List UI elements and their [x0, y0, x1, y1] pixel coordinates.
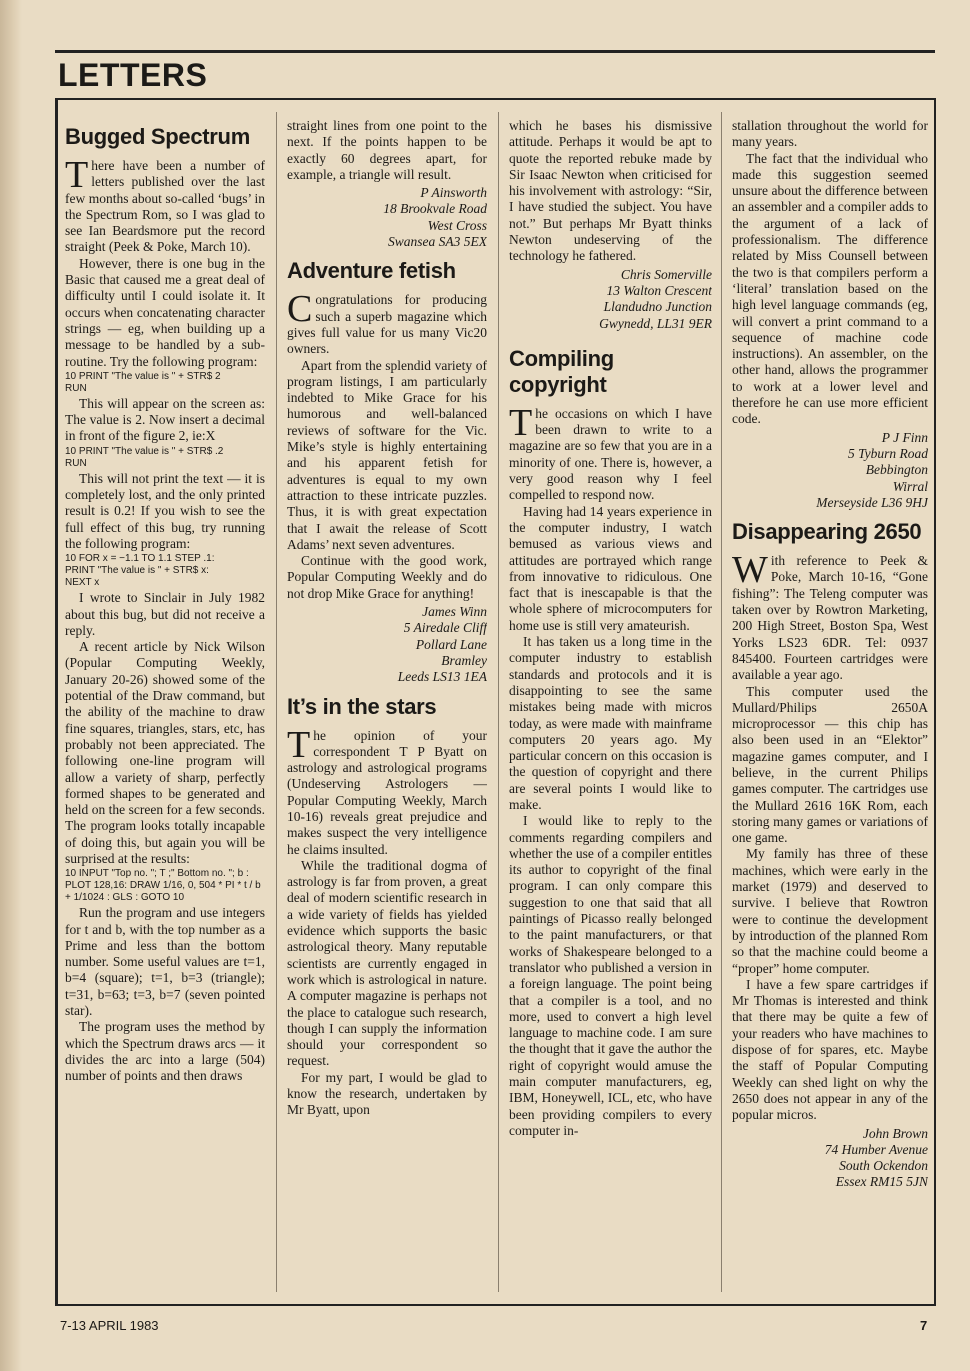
signature-block: John Brown 74 Humber Avenue South Ockendon Essex RM15 5JN [824, 1125, 928, 1190]
column-2 [287, 118, 487, 1304]
letter-paragraph: The program uses the method by which the Spectrum draws arcs — it divides the arc into a large (504) number of points and then draws [65, 1019, 265, 1084]
issue-date: 7-13 APRIL 1983 [60, 1318, 159, 1333]
code-listing: 10 PRINT "The value is " + STR$ 2 RUN [65, 370, 221, 394]
signature-block: P J Finn 5 Tyburn Road Bebbington Wirral Merseyside L36 9HJ [816, 429, 928, 510]
letter-headline: It’s in the stars [287, 693, 437, 719]
column-divider [498, 112, 499, 1292]
signature-block: James Winn 5 Airedale Cliff Pollard Lane Bramley Leeds LS13 1EA [397, 604, 487, 685]
letter-paragraph: It has taken us a long time in the computer industry to establish standards and protocols and it is disappointing to see the same mistakes being made with micros today, as were made with mainframe computers 20 years ago. My particular concern on this occasion is the question of copyright and there are several points I would like to make. [509, 634, 712, 812]
letter-paragraph: I would like to reply to the comments regarding compilers and whether the use of a compiler entitles its author to copyright of the final program. I can only compare this suggestion to one that said that all paintings of Picasso really belonged to the paint manufacturers, or that works of Shakespeare belonged to a translator who published a version in a foreign language. The point being that a compiler is a tool, and no more, used to convert a high level language to machine code. I am sure the thought that it gave the author the right of copyright would amuse the main computer manufacturers, eg, IBM, Honeywell, ICL, etc, who have been providing compilers to every computer in- [509, 813, 712, 1138]
letter-paragraph: A recent article by Nick Wilson (Popular Computing Weekly, January 20-26) showed some of the potential of the Draw command, but the ability of the machine to draw fine squares, triangles, stars, etc, has probably not been appreciated. The following one-line program will allow a variety of sharp, perfectly formed shapes to be generated and held on the screen for a few seconds. The program looks totally incapable of doing this, but again you will be surprised at the results: [65, 639, 265, 866]
header-rule [55, 50, 935, 53]
letter-paragraph: For my part, I would be glad to know the research, undertaken by Mr Byatt, upon [287, 1069, 487, 1118]
letter-paragraph: With reference to Peek & Poke, March 10-16, “Gone fishing”: The Teleng computer was taken over by Rowtron Marketing, 200 High Street, Boston Spa, West Yorks LS23 6DR. Tel: 0937 845400. Fourteen cartridges were available a year ago. [732, 549, 928, 683]
letter-paragraph: The opinion of your correspondent T P Byatt on astrology and astrological programs (Undeserving Astrologers — Popular Computing Weekly, March 10-16) reveals great prejudice and makes suspect the very intelligence he claims insulted. [287, 723, 487, 857]
letter-paragraph: This computer used the Mullard/Philips 2650A microprocessor — this chip has also been used in an “Elektor” magazine games computer, and I believe, in the current Philips games computer. The cartridges use the Mullard 2616 16K Rom, each storing many games or variations of one game. [732, 683, 928, 846]
letter-headline: Compiling copyright [509, 345, 614, 397]
letter-headline: Adventure fetish [287, 258, 456, 284]
column-1 [65, 118, 265, 1304]
letter-paragraph: Continue with the good work, Popular Computing Weekly and do not drop Mike Grace for anything! [287, 553, 487, 601]
letter-paragraph: stallation throughout the world for many years. [732, 118, 928, 150]
page-number: 7 [920, 1318, 928, 1333]
letter-paragraph: The fact that the individual who made this suggestion seemed unsure about the difference between an assembler and a compiler adds to the argument of a lack of professionalism. The difference related by Miss Counsell between the two is that compilers perform a ‘literal’ translation based on the high level language commands (eg, will convert a print command to a sequence of machine code instructions). An assembler, on the other hand, allows the programmer to work at a lower level and therefore he can use more efficient code. [732, 150, 928, 427]
letter-paragraph: I have a few spare cartridges if Mr Thomas is interested and think that there may be quite a few of your readers who have machines to dispose of for spares, etc. Maybe the staff of Popular Computing Weekly can shed light on why the 2650 does not appear in any of the popular micros. [732, 976, 928, 1123]
letter-paragraph: This will not print the text — it is completely lost, and the only printed result is 0.2! If you wish to see the full effect of this bug, try running the following program: [65, 470, 265, 551]
letter-paragraph: I wrote to Sinclair in July 1982 about this bug, but did not receive a reply. [65, 590, 265, 638]
column-divider [276, 112, 277, 1292]
section-title: LETTERS [58, 57, 208, 93]
code-listing: 10 PRINT "The value is " + STR$ .2 RUN [65, 445, 224, 469]
drop-cap: T [65, 154, 89, 196]
column-4 [732, 118, 928, 1304]
letter-paragraph: Apart from the splendid variety of program listings, I am particularly indebted to Mike Grace for his humorous and well-balanced reviews of software for the Vic. Mike’s style is highly entertaining and his apparent fetish for adventures is equal to my own attraction to these intricate puzzles. Thus, it is with great expectation that I await the release of Scott Adams’ next seven adventures. [287, 357, 487, 552]
column-divider [721, 112, 722, 1292]
drop-cap: T [509, 401, 533, 444]
signature-block: Chris Somerville 13 Walton Crescent Llandudno Junction Gwynedd, LL31 9ER [599, 266, 712, 331]
letter-paragraph: Run the program and use integers for t and b, with the top number as a Prime and less than the bottom number. Some useful values are t=1, b=4 (square); t=1, b=3 (triangle); t=31, b=63; t=3, b=7 (seven pointed star). [65, 905, 265, 1019]
letter-headline: Bugged Spectrum [65, 124, 250, 149]
code-listing: 10 FOR x = −1.1 TO 1.1 STEP .1: PRINT "The value is " + STR$ x: NEXT x [65, 553, 215, 589]
letter-paragraph: straight lines from one point to the next. If the points happen to be exactly 60 degrees apart, for example, a triangle will result. [287, 118, 487, 182]
column-3 [509, 118, 712, 1304]
letter-paragraph: Having had 14 years experience in the computer industry, I watch bemused as various views and attitudes are portrayed which range from innovative to ridiculous. One fact that is inescapable is that the whole sphere of microcomputers for home use is still very amateurish. [509, 503, 712, 633]
letter-headline: Disappearing 2650 [732, 519, 922, 545]
drop-cap: C [287, 288, 313, 331]
letter-paragraph: which he bases his dismissive attitude. Perhaps it would be apt to quote the reported rebuke made by Sir Isaac Newton when criticised for his involvement with astrology: “Sir, I have studied the subject. You have not.” But perhaps Mr Byatt thinks Newton undeserving of the technology he fathered. [509, 118, 712, 264]
letter-paragraph: This will appear on the screen as: The value is 2. Now insert a decimal in front of the figure 2, ie:X [65, 395, 265, 444]
letter-paragraph: The occasions on which I have been drawn to write to a magazine are so few that you are in a minority of one. There is, however, a very good reason why I feel compelled to respond now. [509, 401, 712, 503]
letter-paragraph: My family has three of these machines, which were early in the market (1979) and deserved to survive. I believe that Rowtron were to continue the development by introduction of the planned Rom so that the machine could beome a “proper” home computer. [732, 846, 928, 976]
drop-cap: W [732, 549, 768, 592]
letter-paragraph: There have been a number of letters published over the last few months about so-called ‘bugs’ in the Spectrum Rom, so I was glad to see Ian Beardsmore put the record straight (Peek & Poke, March 10). [65, 154, 265, 255]
page-gutter-shadow [0, 0, 22, 1371]
letter-paragraph: While the traditional dogma of astrology is far from proven, a great deal of modern scientific research in a wide variety of fields has yielded evidence which supports the basic astrological theory. Many reputable scientists are currently engaged in work which is astrological in nature. A computer magazine is perhaps not the place to catalogue such research, though I can supply the information should your correspondent so request. [287, 857, 487, 1069]
letter-paragraph: However, there is one bug in the Basic that caused me a great deal of difficulty until I could isolate it. It occurs when concatenating character strings — eg, when building up a message to be handled by a sub-routine. Try the following program: [65, 255, 265, 369]
letter-paragraph: Congratulations for producing such a superb magazine which gives full value for us many Vic20 owners. [287, 288, 487, 357]
code-listing: 10 INPUT "Top no. "; T ;" Bottom no. "; b : PLOT 128,16: DRAW 1/16, 0, 504 * PI * t / b + 1/1024 : GLS : GOTO 10 [65, 868, 261, 904]
drop-cap: T [287, 723, 311, 766]
signature-block: P Ainsworth 18 Brookvale Road West Cross Swansea SA3 5EX [383, 185, 487, 250]
